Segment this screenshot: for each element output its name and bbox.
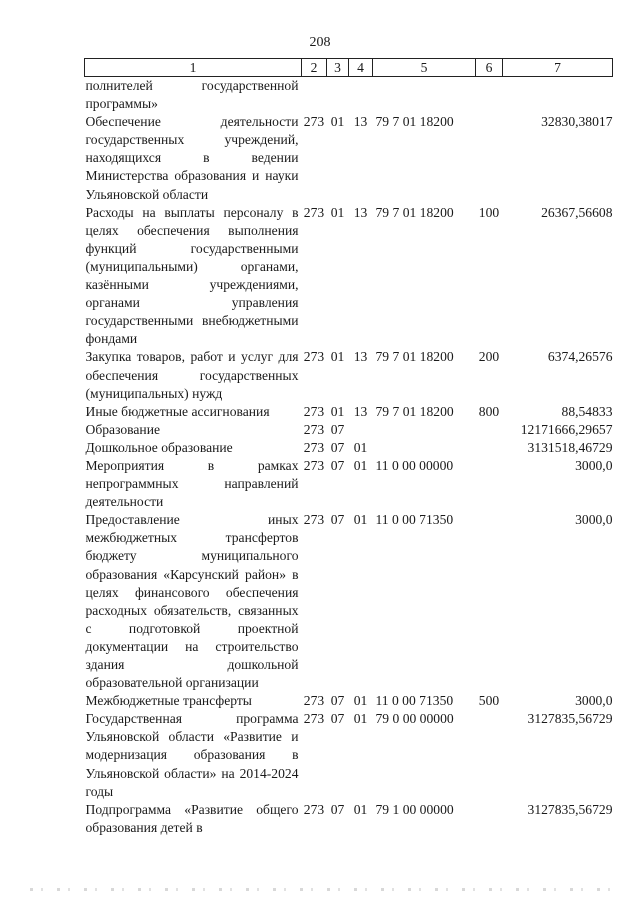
row-amount: 3000,0 [575, 457, 613, 473]
row-expense-type: 200 [478, 349, 500, 365]
row-section: 07 [330, 439, 345, 455]
row-subsection: 13 [353, 403, 368, 419]
row-expense-type [476, 457, 503, 511]
table-row [85, 439, 613, 457]
row-subsection: 01 [353, 693, 368, 709]
row-section: 07 [330, 457, 345, 473]
column-header-admin: 2 [302, 59, 327, 77]
row-expense-type [476, 113, 503, 203]
row-target-article: 79 7 01 18200 [375, 403, 454, 419]
row-section: 07 [330, 711, 345, 727]
column-header-subsection: 4 [349, 59, 373, 77]
row-name: Иные бюджетные ассигнования [85, 403, 270, 419]
row-target-article: 11 0 00 71350 [375, 693, 454, 709]
table-row [85, 403, 613, 421]
column-header-section: 3 [327, 59, 349, 77]
row-admin-code: 273 [303, 204, 325, 220]
row-expense-type [476, 77, 503, 114]
table-row [85, 511, 613, 692]
row-admin-code: 273 [303, 114, 325, 130]
row-section: 07 [330, 693, 345, 709]
table-row [85, 348, 613, 402]
row-section: 01 [330, 114, 345, 130]
row-section: 07 [330, 421, 345, 437]
row-subsection [349, 77, 373, 114]
row-section: 01 [330, 349, 345, 365]
row-admin-code: 273 [303, 693, 325, 709]
table-row [85, 204, 613, 349]
row-admin-code: 273 [303, 403, 325, 419]
scan-artifact [30, 888, 610, 891]
row-name: Государственная программа Ульяновской области «Развитие и модернизация образования в Ульяновской области» на 2014-2024 годы [85, 711, 299, 799]
row-admin-code: 273 [303, 711, 325, 727]
row-subsection: 01 [353, 801, 368, 817]
row-section: 07 [330, 801, 345, 817]
table-row [85, 801, 613, 837]
row-expense-type: 800 [478, 403, 500, 419]
row-name: полнителей государственной программы» [85, 78, 299, 112]
row-name: Расходы на выплаты персоналу в целях обеспечения выполнения функций государственными (муниципальными) органами, казёнными учреждениями, органами управления государственными внебюджетными фондами [85, 204, 299, 347]
row-name: Обеспечение деятельности государственных учреждений, находящихся в ведении Министерства образования и науки Ульяновской области [85, 114, 299, 202]
row-expense-type: 500 [478, 693, 500, 709]
row-section: 07 [330, 512, 345, 528]
row-admin-code: 273 [303, 421, 325, 437]
row-amount: 26367,56608 [541, 204, 613, 220]
table-row [85, 77, 613, 114]
table-row [85, 421, 613, 439]
page-number: 208 [309, 35, 331, 50]
row-amount: 88,54833 [561, 403, 613, 419]
row-expense-type [476, 511, 503, 692]
row-admin-code [302, 77, 327, 114]
column-header-csr: 5 [373, 59, 476, 77]
budget-table [84, 58, 613, 837]
row-admin-code: 273 [303, 512, 325, 528]
row-amount: 3000,0 [575, 512, 613, 528]
row-expense-type: 100 [478, 204, 500, 220]
row-expense-type [476, 710, 503, 800]
row-amount: 3127835,56729 [527, 801, 613, 817]
row-name: Образование [85, 421, 161, 437]
row-subsection: 01 [353, 457, 368, 473]
row-subsection: 01 [353, 512, 368, 528]
column-header-vr: 6 [476, 59, 503, 77]
row-target-article: 79 7 01 18200 [375, 114, 454, 130]
row-amount: 32830,38017 [541, 114, 613, 130]
column-header-amount: 7 [503, 59, 613, 77]
row-subsection: 13 [353, 114, 368, 130]
row-target-article: 79 1 00 00000 [375, 801, 454, 817]
row-target-article: 79 7 01 18200 [375, 204, 454, 220]
row-subsection: 01 [353, 711, 368, 727]
row-target-article: 11 0 00 00000 [375, 457, 454, 473]
row-name: Дошкольное образование [85, 439, 233, 455]
row-amount: 6374,26576 [547, 349, 613, 365]
row-name: Закупка товаров, работ и услуг для обеспечения государственных (муниципальных) нужд [85, 349, 299, 401]
row-amount: 3000,0 [575, 693, 613, 709]
row-expense-type [476, 801, 503, 837]
table-row [85, 692, 613, 710]
row-expense-type [476, 439, 503, 457]
row-target-article: 79 7 01 18200 [375, 349, 454, 365]
row-admin-code: 273 [303, 439, 325, 455]
column-header-name: 1 [85, 59, 302, 77]
row-target-article [373, 77, 476, 114]
row-target-article [373, 421, 476, 439]
row-name: Мероприятия в рамках непрограммных направлений деятельности [85, 457, 299, 510]
row-target-article: 79 0 00 00000 [375, 711, 454, 727]
row-expense-type [476, 421, 503, 439]
row-admin-code: 273 [303, 457, 325, 473]
row-target-article [373, 439, 476, 457]
row-subsection [349, 421, 373, 439]
table-row [85, 710, 613, 800]
row-section: 01 [330, 204, 345, 220]
row-amount: 3131518,46729 [527, 439, 613, 455]
row-name: Подпрограмма «Развитие общего образования детей в [85, 801, 299, 835]
row-section [327, 77, 349, 114]
table-row [85, 113, 613, 203]
row-amount: 12171666,29657 [520, 421, 613, 437]
table-body [85, 77, 613, 837]
row-subsection: 13 [353, 204, 368, 220]
row-amount: 3127835,56729 [527, 711, 613, 727]
row-section: 01 [330, 403, 345, 419]
row-name: Межбюджетные трансферты [85, 693, 252, 709]
row-admin-code: 273 [303, 801, 325, 817]
table-row [85, 457, 613, 511]
row-target-article: 11 0 00 71350 [375, 512, 454, 528]
row-subsection: 13 [353, 349, 368, 365]
row-amount [503, 77, 613, 114]
header-row [85, 59, 613, 77]
row-name: Предоставление иных межбюджетных трансфертов бюджету муниципального образования «Карсунский район» в целях финансового обеспечения расходных обязательств, связанных с подготовкой проектной документации на строительство здания дошкольной образовательной организации [85, 512, 299, 691]
row-admin-code: 273 [303, 349, 325, 365]
row-subsection: 01 [353, 439, 368, 455]
